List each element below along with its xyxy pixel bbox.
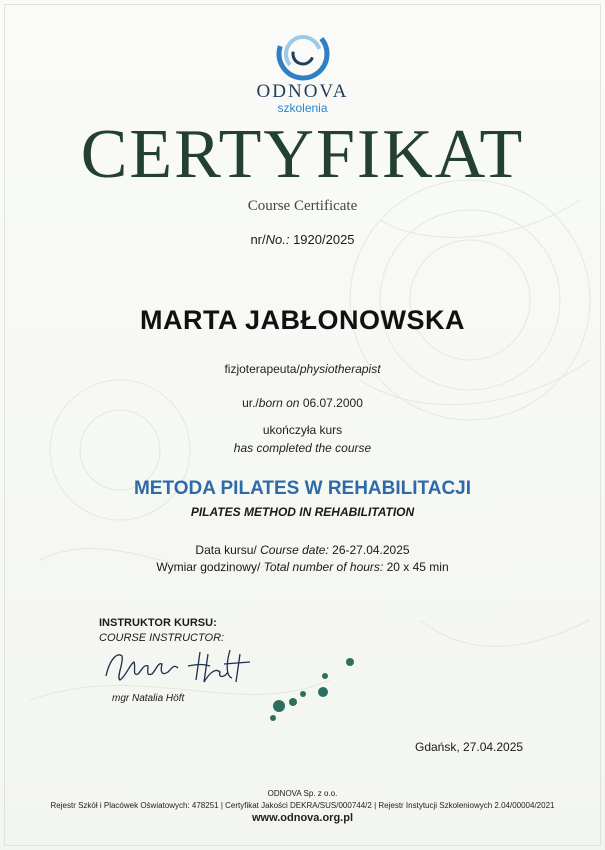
course-hours-value: 20 x 45 min: [383, 560, 449, 574]
instructor-label-pl: INSTRUKTOR KURSU:: [99, 617, 217, 629]
place-and-date: Gdańsk, 27.04.2025: [415, 740, 524, 754]
course-title-en: PILATES METHOD IN REHABILITATION: [190, 505, 415, 519]
odnova-logo-icon: [275, 26, 331, 82]
brand-subtitle: szkolenia: [277, 101, 328, 115]
number-label-en: No.:: [265, 232, 290, 247]
course-hours-label-en: Total number of hours:: [263, 560, 384, 574]
recipient-birth: [0, 396, 605, 410]
instructor-name: mgr Natalia Höft: [112, 693, 185, 704]
logo: [0, 26, 605, 115]
instructor-label-en: COURSE INSTRUCTOR:: [99, 632, 225, 644]
born-label-en: born on: [258, 396, 300, 410]
certificate-number: [0, 232, 605, 247]
brand-name: ODNOVA: [256, 81, 349, 102]
born-date: 06.07.2000: [299, 396, 363, 410]
certificate-subtitle: Course Certificate: [247, 198, 358, 214]
course-hours: [0, 560, 605, 574]
number-label-pl: nr/: [250, 232, 266, 247]
born-label-pl: ur./: [242, 396, 259, 410]
certificate-title: CERTYFIKAT: [80, 116, 525, 193]
course-title-pl: METODA PILATES W REHABILITACJI: [133, 478, 472, 499]
course-date-label-pl: Data kursu/: [195, 543, 261, 557]
course-date: [0, 543, 605, 557]
footer-website: www.odnova.org.pl: [251, 812, 354, 824]
completion-en: has completed the course: [233, 441, 372, 455]
footer-registry: Rejestr Szkół i Placówek Oświatowych: 478251 | Certyfikat Jakości DEKRA/SUS/000744/2 | Rejestr Instytucji Szkoleniowych 2.04/00004/2021: [50, 801, 555, 810]
course-date-label-en: Course date:: [260, 543, 329, 557]
course-date-value: 26-27.04.2025: [328, 543, 410, 557]
recipient-name: MARTA JABŁONOWSKA: [140, 305, 465, 335]
recipient-profession: [0, 362, 605, 376]
decorative-ink-dots: [255, 650, 365, 730]
profession-pl: fizjoterapeuta/: [224, 362, 300, 376]
instructor-signature: [100, 642, 270, 690]
completion-pl: ukończyła kurs: [262, 423, 343, 437]
course-hours-label-pl: Wymiar godzinowy/: [156, 560, 264, 574]
profession-en: physiotherapist: [299, 362, 381, 376]
footer-company: ODNOVA Sp. z o.o.: [267, 789, 338, 798]
number-value: 1920/2025: [289, 232, 355, 247]
